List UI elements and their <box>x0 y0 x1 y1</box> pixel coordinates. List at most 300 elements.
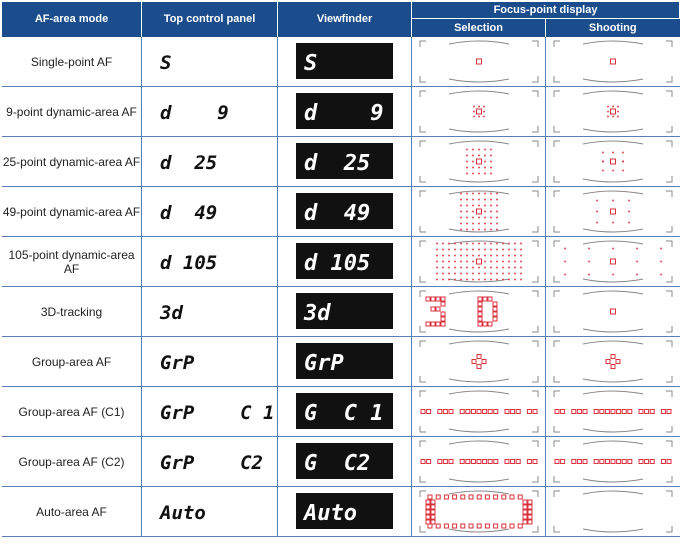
focus-point <box>612 248 614 250</box>
focus-point <box>473 106 475 108</box>
viewfinder-display <box>278 337 412 387</box>
focus-point <box>622 152 624 154</box>
focus-point <box>636 274 638 276</box>
focus-point <box>478 279 480 281</box>
focus-point <box>466 223 468 225</box>
focus-point <box>449 410 453 414</box>
focus-point <box>490 211 492 213</box>
focus-point <box>577 410 581 414</box>
focus-point <box>460 249 462 251</box>
focus-point <box>476 209 481 214</box>
table-row <box>2 487 680 537</box>
frame-corner <box>666 491 672 497</box>
focus-point <box>477 460 481 464</box>
focus-point <box>421 460 425 464</box>
focus-point <box>436 279 438 281</box>
top-panel-text: 3d <box>160 302 183 324</box>
viewfinder-display <box>278 187 412 237</box>
frame-arc <box>583 291 643 294</box>
table-row <box>2 237 680 287</box>
focus-point <box>483 322 487 326</box>
focus-point <box>612 170 614 172</box>
focus-point <box>478 322 482 326</box>
focus-point <box>472 279 474 281</box>
frame-corner <box>554 276 560 282</box>
frame-corner <box>666 441 672 447</box>
focus-point <box>428 524 432 528</box>
focus-point <box>466 243 468 245</box>
focus-point <box>483 297 487 301</box>
frame-arc <box>583 391 643 394</box>
top-panel-text: d 25 <box>160 152 218 174</box>
focus-point <box>502 279 504 281</box>
focus-point <box>477 355 481 359</box>
frame-arc <box>449 391 509 394</box>
focus-point <box>471 460 475 464</box>
focus-point <box>555 460 559 464</box>
focus-point <box>465 460 469 464</box>
frame-corner <box>554 226 560 232</box>
frame-corner <box>666 476 672 482</box>
focus-point <box>436 273 438 275</box>
focus-point <box>460 223 462 225</box>
focus-point <box>523 520 527 524</box>
focus-selection-display <box>412 87 546 137</box>
frame-corner <box>532 441 538 447</box>
frame-arc <box>449 341 509 344</box>
header-shooting: Shooting <box>546 19 680 38</box>
frame-corner <box>420 241 426 247</box>
focus-point <box>426 322 430 326</box>
frame-corner <box>532 241 538 247</box>
focus-shooting-display <box>546 337 680 387</box>
focus-point <box>421 410 425 414</box>
focus-point <box>577 460 581 464</box>
frame-arc <box>449 379 509 382</box>
focus-point <box>448 273 450 275</box>
focus-point <box>426 520 430 524</box>
focus-point <box>466 229 468 231</box>
focus-point <box>472 167 474 169</box>
frame-corner <box>554 76 560 82</box>
focus-point <box>527 410 531 414</box>
focus-point <box>472 155 474 157</box>
focus-point <box>483 116 485 118</box>
focus-shooting-display <box>546 287 680 337</box>
focus-point <box>454 261 456 263</box>
focus-point <box>508 279 510 281</box>
focus-point <box>514 267 516 269</box>
focus-point <box>516 410 520 414</box>
focus-point <box>490 267 492 269</box>
focus-point <box>628 410 632 414</box>
focus-point <box>431 307 435 311</box>
focus-point <box>628 460 632 464</box>
focus-point <box>605 460 609 464</box>
focus-point <box>484 211 486 213</box>
focus-point <box>622 460 626 464</box>
focus-point <box>460 524 464 528</box>
viewfinder-text: G C2 <box>304 451 371 476</box>
frame-corner <box>554 526 560 532</box>
frame-corner <box>666 141 672 147</box>
focus-point <box>452 495 456 499</box>
focus-point <box>466 199 468 201</box>
focus-point <box>496 229 498 231</box>
focus-point <box>478 173 480 175</box>
frame-arc <box>583 341 643 344</box>
focus-point <box>628 200 630 202</box>
focus-point <box>460 205 462 207</box>
focus-point <box>478 312 482 316</box>
focus-point <box>478 273 480 275</box>
top-panel-text: GrP C2 <box>160 452 263 474</box>
focus-point <box>472 161 474 163</box>
focus-point <box>490 249 492 251</box>
frame-corner <box>420 476 426 482</box>
focus-shooting-display <box>546 37 680 87</box>
focus-point <box>502 267 504 269</box>
focus-point <box>514 249 516 251</box>
focus-shooting-display <box>546 487 680 537</box>
af-mode-name: Group-area AF (C2) <box>2 437 142 487</box>
header-selection: Selection <box>412 19 546 38</box>
frame-corner <box>532 226 538 232</box>
focus-point <box>431 297 435 301</box>
focus-point <box>466 255 468 257</box>
frame-arc <box>449 179 509 182</box>
focus-point <box>518 524 522 528</box>
focus-selection-display <box>412 437 546 487</box>
frame-corner <box>554 341 560 347</box>
focus-point <box>617 106 619 108</box>
focus-point <box>466 193 468 195</box>
focus-point <box>514 273 516 275</box>
focus-point <box>611 460 615 464</box>
focus-point <box>472 173 474 175</box>
focus-point <box>460 261 462 263</box>
focus-point <box>528 505 532 509</box>
focus-point <box>472 199 474 201</box>
focus-point <box>514 243 516 245</box>
frame-corner <box>420 41 426 47</box>
viewfinder-display <box>278 37 412 87</box>
frame-arc <box>449 41 509 44</box>
focus-point <box>607 106 609 108</box>
af-area-mode-table <box>2 2 680 537</box>
focus-point <box>478 267 480 269</box>
frame-corner <box>420 126 426 132</box>
focus-point <box>478 317 482 321</box>
focus-point <box>488 322 492 326</box>
focus-point <box>660 274 662 276</box>
focus-point <box>473 111 475 113</box>
frame-arc <box>449 491 509 494</box>
focus-point <box>611 355 615 359</box>
focus-point <box>616 360 620 364</box>
frame-arc <box>449 329 509 332</box>
frame-corner <box>554 491 560 497</box>
focus-point <box>476 109 481 114</box>
focus-point <box>490 243 492 245</box>
frame-arc <box>583 91 643 94</box>
focus-point <box>431 322 435 326</box>
focus-point <box>496 223 498 225</box>
focus-selection-display <box>412 237 546 287</box>
top-panel-text: d 9 <box>160 102 229 124</box>
focus-point <box>466 167 468 169</box>
focus-point <box>466 173 468 175</box>
frame-corner <box>554 191 560 197</box>
focus-point <box>460 193 462 195</box>
frame-corner <box>554 41 560 47</box>
focus-point <box>441 297 445 301</box>
frame-corner <box>666 376 672 382</box>
focus-point <box>484 243 486 245</box>
focus-selection-display <box>412 287 546 337</box>
focus-point <box>478 223 480 225</box>
focus-point <box>520 273 522 275</box>
focus-shooting-display <box>546 437 680 487</box>
focus-point <box>483 111 485 113</box>
focus-point <box>564 261 566 263</box>
focus-point <box>441 312 445 316</box>
table-row <box>2 437 680 487</box>
frame-arc <box>583 179 643 182</box>
focus-shooting-display <box>546 387 680 437</box>
focus-point <box>628 211 630 213</box>
focus-point <box>520 267 522 269</box>
focus-point <box>583 460 587 464</box>
focus-point <box>484 255 486 257</box>
frame-corner <box>420 491 426 497</box>
focus-point <box>490 279 492 281</box>
focus-point <box>478 193 480 195</box>
focus-point <box>490 199 492 201</box>
focus-point <box>596 211 598 213</box>
top-panel-display <box>142 487 278 537</box>
focus-point <box>628 222 630 224</box>
focus-point <box>454 273 456 275</box>
frame-corner <box>532 491 538 497</box>
frame-corner <box>666 76 672 82</box>
focus-point <box>496 279 498 281</box>
focus-point <box>514 261 516 263</box>
focus-point <box>478 249 480 251</box>
focus-point <box>472 261 474 263</box>
table-row <box>2 87 680 137</box>
focus-point <box>616 460 620 464</box>
focus-selection-display <box>412 137 546 187</box>
focus-point <box>606 360 610 364</box>
frame-arc <box>583 379 643 382</box>
focus-point <box>493 317 497 321</box>
frame-corner <box>666 91 672 97</box>
frame-corner <box>554 391 560 397</box>
focus-point <box>431 515 435 519</box>
frame-arc <box>583 329 643 332</box>
focus-point <box>443 460 447 464</box>
focus-point <box>496 273 498 275</box>
focus-point <box>560 410 564 414</box>
frame-arc <box>449 429 509 432</box>
focus-point <box>428 495 432 499</box>
focus-point <box>482 410 486 414</box>
focus-point <box>605 410 609 414</box>
focus-point <box>607 116 609 118</box>
focus-point <box>490 149 492 151</box>
focus-point <box>588 274 590 276</box>
focus-point <box>437 460 441 464</box>
focus-point <box>484 205 486 207</box>
focus-point <box>622 410 626 414</box>
focus-point <box>484 161 486 163</box>
focus-point <box>505 410 509 414</box>
focus-point <box>514 255 516 257</box>
top-panel-text: GrP C 1 <box>160 402 275 424</box>
viewfinder-display <box>278 487 412 537</box>
focus-point <box>441 302 445 306</box>
focus-point <box>612 116 614 118</box>
focus-point <box>472 273 474 275</box>
focus-point <box>472 193 474 195</box>
focus-point <box>493 312 497 316</box>
focus-point <box>610 209 615 214</box>
focus-point <box>466 267 468 269</box>
focus-point <box>476 259 481 264</box>
focus-point <box>610 309 615 314</box>
focus-point <box>528 500 532 504</box>
frame-arc <box>449 141 509 144</box>
header-focus-point-display: Focus-point display <box>412 2 680 19</box>
frame-corner <box>420 226 426 232</box>
focus-point <box>490 223 492 225</box>
frame-corner <box>532 176 538 182</box>
focus-point <box>612 200 614 202</box>
focus-point <box>472 149 474 151</box>
focus-point <box>564 274 566 276</box>
focus-point <box>436 261 438 263</box>
focus-selection-display <box>412 337 546 387</box>
focus-point <box>448 267 450 269</box>
focus-point <box>490 167 492 169</box>
frame-corner <box>532 376 538 382</box>
focus-point <box>610 109 615 114</box>
frame-corner <box>420 341 426 347</box>
table-row <box>2 337 680 387</box>
focus-point <box>469 524 473 528</box>
frame-corner <box>532 476 538 482</box>
focus-point <box>572 460 576 464</box>
focus-point <box>484 217 486 219</box>
focus-point <box>644 460 648 464</box>
frame-corner <box>554 376 560 382</box>
focus-point <box>477 495 481 499</box>
focus-point <box>484 173 486 175</box>
focus-point <box>602 170 604 172</box>
focus-point <box>466 249 468 251</box>
focus-point <box>488 460 492 464</box>
focus-point <box>528 520 532 524</box>
focus-point <box>493 410 497 414</box>
focus-point <box>667 460 671 464</box>
focus-point <box>484 199 486 201</box>
focus-point <box>478 255 480 257</box>
focus-point <box>426 505 430 509</box>
viewfinder-text: G C 1 <box>304 401 384 426</box>
focus-point <box>472 255 474 257</box>
frame-arc <box>449 91 509 94</box>
focus-point <box>436 243 438 245</box>
frame-corner <box>532 191 538 197</box>
viewfinder-text: S <box>304 51 318 76</box>
focus-point <box>510 524 514 528</box>
focus-point <box>612 222 614 224</box>
frame-corner <box>532 391 538 397</box>
focus-point <box>490 173 492 175</box>
focus-point <box>555 410 559 414</box>
focus-point <box>636 261 638 263</box>
focus-point <box>436 267 438 269</box>
frame-arc <box>449 291 509 294</box>
focus-point <box>636 248 638 250</box>
table-row <box>2 37 680 87</box>
focus-point <box>588 261 590 263</box>
frame-arc <box>583 79 643 82</box>
focus-point <box>508 243 510 245</box>
focus-point <box>442 267 444 269</box>
focus-point <box>596 222 598 224</box>
frame-arc <box>583 141 643 144</box>
af-mode-name: Single-point AF <box>2 37 142 87</box>
table-row <box>2 137 680 187</box>
focus-point <box>493 495 497 499</box>
focus-selection-display <box>412 487 546 537</box>
focus-point <box>639 460 643 464</box>
frame-corner <box>420 391 426 397</box>
top-panel-text: GrP <box>160 352 195 374</box>
focus-point <box>612 152 614 154</box>
viewfinder-display <box>278 137 412 187</box>
frame-corner <box>420 326 426 332</box>
frame-arc <box>449 79 509 82</box>
focus-point <box>452 524 456 528</box>
focus-point <box>476 159 481 164</box>
af-mode-name: Group-area AF (C1) <box>2 387 142 437</box>
focus-point <box>431 520 435 524</box>
viewfinder-text: GrP <box>304 351 344 376</box>
focus-point <box>502 243 504 245</box>
focus-point <box>660 261 662 263</box>
focus-point <box>496 255 498 257</box>
focus-point <box>478 116 480 118</box>
focus-point <box>431 510 435 514</box>
focus-point <box>496 211 498 213</box>
top-panel-display <box>142 387 278 437</box>
focus-point <box>502 255 504 257</box>
focus-point <box>622 170 624 172</box>
focus-point <box>508 255 510 257</box>
focus-point <box>484 249 486 251</box>
focus-point <box>594 410 598 414</box>
focus-point <box>436 307 440 311</box>
top-panel-display <box>142 37 278 87</box>
frame-corner <box>532 426 538 432</box>
focus-point <box>510 460 514 464</box>
focus-shooting-display <box>546 237 680 287</box>
focus-point <box>477 365 481 369</box>
focus-point <box>460 267 462 269</box>
